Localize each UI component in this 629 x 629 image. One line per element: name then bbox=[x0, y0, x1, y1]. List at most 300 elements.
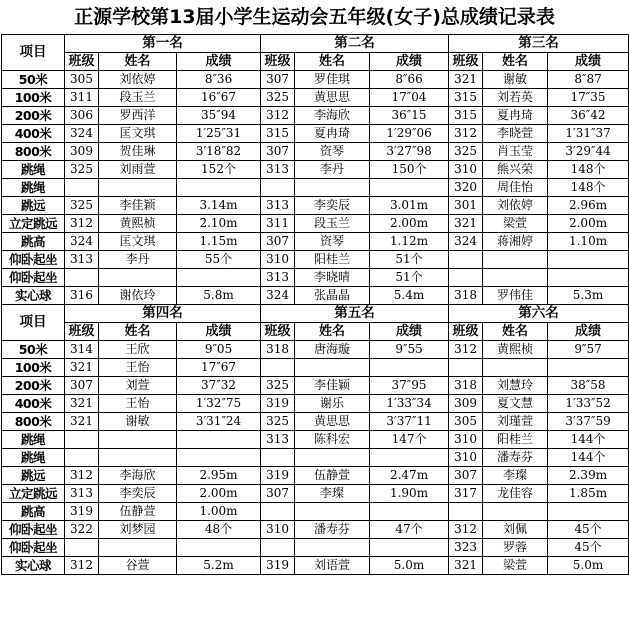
student-name-cell: 刘雨萱 bbox=[99, 161, 177, 179]
class-cell: 307 bbox=[261, 143, 295, 161]
score-cell: 51个 bbox=[370, 251, 449, 269]
student-name-cell: 匡文琪 bbox=[99, 233, 177, 251]
student-name-cell bbox=[99, 269, 177, 287]
score-cell: 148个 bbox=[548, 161, 629, 179]
student-name-cell: 谢敏 bbox=[99, 413, 177, 431]
student-name-cell: 李海欣 bbox=[99, 467, 177, 485]
student-name-cell bbox=[295, 539, 370, 557]
table-row bbox=[2, 431, 629, 449]
score-cell bbox=[370, 503, 449, 521]
student-name-cell: 黄思思 bbox=[295, 413, 370, 431]
score-cell: 35″94 bbox=[177, 107, 261, 125]
score-cell: 17″35 bbox=[548, 89, 629, 107]
student-name-cell: 李佳颖 bbox=[295, 377, 370, 395]
rank-header: 第一名 bbox=[65, 35, 261, 53]
score-column-header: 成绩 bbox=[548, 323, 629, 341]
event-name: 50米 bbox=[2, 71, 65, 89]
score-cell: 3′37″11 bbox=[370, 413, 449, 431]
results-table-body bbox=[2, 35, 629, 575]
rank-header: 第六名 bbox=[449, 305, 629, 323]
table-row bbox=[2, 71, 629, 89]
table-row bbox=[2, 539, 629, 557]
class-cell: 312 bbox=[65, 467, 99, 485]
event-name: 仰卧起坐 bbox=[2, 251, 65, 269]
student-name-cell: 刘语萱 bbox=[295, 557, 370, 575]
score-cell: 2.10m bbox=[177, 215, 261, 233]
class-column-header: 班级 bbox=[449, 323, 483, 341]
event-name: 仰卧起坐 bbox=[2, 521, 65, 539]
score-cell bbox=[370, 449, 449, 467]
student-name-cell bbox=[99, 179, 177, 197]
name-column-header: 姓名 bbox=[295, 53, 370, 71]
student-name-cell: 李晓晴 bbox=[295, 269, 370, 287]
student-name-cell: 阳桂兰 bbox=[483, 431, 548, 449]
score-cell: 2.47m bbox=[370, 467, 449, 485]
class-column-header: 班级 bbox=[261, 53, 295, 71]
score-cell: 147个 bbox=[370, 431, 449, 449]
class-cell: 313 bbox=[261, 197, 295, 215]
class-cell: 310 bbox=[261, 251, 295, 269]
class-cell: 307 bbox=[449, 467, 483, 485]
score-cell: 2.39m bbox=[548, 467, 629, 485]
score-cell: 45个 bbox=[548, 521, 629, 539]
score-cell: 1.15m bbox=[177, 233, 261, 251]
event-name: 跳远 bbox=[2, 467, 65, 485]
rank-header: 第四名 bbox=[65, 305, 261, 323]
student-name-cell: 段玉兰 bbox=[295, 215, 370, 233]
event-name: 跳高 bbox=[2, 233, 65, 251]
score-cell: 8″87 bbox=[548, 71, 629, 89]
student-name-cell: 李奕辰 bbox=[99, 485, 177, 503]
score-cell: 3.01m bbox=[370, 197, 449, 215]
class-cell bbox=[65, 269, 99, 287]
score-cell: 17″67 bbox=[177, 359, 261, 377]
score-cell: 1′33″34 bbox=[370, 395, 449, 413]
score-cell: 45个 bbox=[548, 539, 629, 557]
event-name: 400米 bbox=[2, 125, 65, 143]
class-cell bbox=[65, 539, 99, 557]
class-cell: 321 bbox=[449, 557, 483, 575]
student-name-cell: 李奕辰 bbox=[295, 197, 370, 215]
event-name: 实心球 bbox=[2, 557, 65, 575]
class-cell: 307 bbox=[261, 233, 295, 251]
table-row bbox=[2, 161, 629, 179]
name-column-header: 姓名 bbox=[483, 323, 548, 341]
score-cell: 1′25″31 bbox=[177, 125, 261, 143]
student-name-cell: 张晶晶 bbox=[295, 287, 370, 305]
table-row bbox=[2, 341, 629, 359]
score-cell: 36″42 bbox=[548, 107, 629, 125]
class-cell: 317 bbox=[449, 485, 483, 503]
student-name-cell: 刘梦园 bbox=[99, 521, 177, 539]
student-name-cell: 熊兴荣 bbox=[483, 161, 548, 179]
score-column-header: 成绩 bbox=[548, 53, 629, 71]
class-cell: 313 bbox=[261, 161, 295, 179]
score-cell bbox=[370, 179, 449, 197]
student-name-cell: 龙佳容 bbox=[483, 485, 548, 503]
score-cell bbox=[548, 269, 629, 287]
student-name-cell: 资琴 bbox=[295, 143, 370, 161]
class-cell: 321 bbox=[65, 359, 99, 377]
score-cell bbox=[370, 539, 449, 557]
score-cell: 1′31″37 bbox=[548, 125, 629, 143]
score-cell: 8″36 bbox=[177, 71, 261, 89]
score-cell: 5.3m bbox=[548, 287, 629, 305]
table-row bbox=[2, 413, 629, 431]
table-row bbox=[2, 485, 629, 503]
class-cell: 309 bbox=[65, 143, 99, 161]
class-cell: 311 bbox=[261, 215, 295, 233]
class-cell bbox=[261, 179, 295, 197]
score-cell: 3′27″98 bbox=[370, 143, 449, 161]
score-cell: 5.0m bbox=[548, 557, 629, 575]
student-name-cell: 梁萱 bbox=[483, 557, 548, 575]
event-name: 跳绳 bbox=[2, 179, 65, 197]
name-column-header: 姓名 bbox=[295, 323, 370, 341]
score-column-header: 成绩 bbox=[370, 53, 449, 71]
score-cell bbox=[177, 269, 261, 287]
class-cell: 319 bbox=[65, 503, 99, 521]
student-name-cell bbox=[483, 359, 548, 377]
class-cell: 325 bbox=[261, 89, 295, 107]
score-cell bbox=[177, 179, 261, 197]
class-cell: 313 bbox=[65, 485, 99, 503]
student-name-cell: 谷萱 bbox=[99, 557, 177, 575]
table-row bbox=[2, 143, 629, 161]
student-name-cell bbox=[295, 449, 370, 467]
student-name-cell bbox=[295, 179, 370, 197]
student-name-cell: 刘佩 bbox=[483, 521, 548, 539]
class-cell: 312 bbox=[65, 215, 99, 233]
table-row bbox=[2, 395, 629, 413]
student-name-cell: 刘依婷 bbox=[483, 197, 548, 215]
student-name-cell: 肖玉莹 bbox=[483, 143, 548, 161]
class-cell: 322 bbox=[65, 521, 99, 539]
score-cell: 3′37″59 bbox=[548, 413, 629, 431]
event-name: 800米 bbox=[2, 413, 65, 431]
student-name-cell: 李晓萱 bbox=[483, 125, 548, 143]
score-cell bbox=[370, 359, 449, 377]
event-name: 跳绳 bbox=[2, 161, 65, 179]
score-cell: 3′18″82 bbox=[177, 143, 261, 161]
class-cell: 319 bbox=[261, 467, 295, 485]
class-cell: 318 bbox=[449, 377, 483, 395]
event-name: 实心球 bbox=[2, 287, 65, 305]
class-column-header: 班级 bbox=[449, 53, 483, 71]
score-cell: 47个 bbox=[370, 521, 449, 539]
table-row bbox=[2, 503, 629, 521]
class-cell: 324 bbox=[261, 287, 295, 305]
class-cell: 307 bbox=[261, 71, 295, 89]
student-name-cell: 李璨 bbox=[295, 485, 370, 503]
class-cell: 305 bbox=[449, 413, 483, 431]
class-cell: 312 bbox=[449, 521, 483, 539]
student-name-cell: 匡文琪 bbox=[99, 125, 177, 143]
class-cell: 305 bbox=[65, 71, 99, 89]
score-cell: 2.96m bbox=[548, 197, 629, 215]
class-cell bbox=[261, 539, 295, 557]
event-name: 跳绳 bbox=[2, 449, 65, 467]
class-cell: 321 bbox=[65, 413, 99, 431]
student-name-cell bbox=[99, 539, 177, 557]
page-title: 正源学校第13届小学生运动会五年级(女子)总成绩记录表 bbox=[74, 6, 555, 28]
class-cell: 306 bbox=[65, 107, 99, 125]
student-name-cell: 刘依婷 bbox=[99, 71, 177, 89]
class-cell: 318 bbox=[261, 341, 295, 359]
score-cell: 51个 bbox=[370, 269, 449, 287]
class-cell: 321 bbox=[449, 215, 483, 233]
score-cell: 17″04 bbox=[370, 89, 449, 107]
score-cell bbox=[548, 251, 629, 269]
student-name-cell: 罗蓉 bbox=[483, 539, 548, 557]
event-column-header: 项目 bbox=[2, 305, 65, 341]
score-cell: 9″57 bbox=[548, 341, 629, 359]
student-name-cell: 潘寿芬 bbox=[483, 449, 548, 467]
student-name-cell: 黄思思 bbox=[295, 89, 370, 107]
student-name-cell: 潘寿芬 bbox=[295, 521, 370, 539]
column-header-row bbox=[2, 323, 629, 341]
student-name-cell: 梁萱 bbox=[483, 215, 548, 233]
student-name-cell: 刘瑾萱 bbox=[483, 413, 548, 431]
class-cell bbox=[261, 359, 295, 377]
score-cell: 8″66 bbox=[370, 71, 449, 89]
student-name-cell: 李佳颖 bbox=[99, 197, 177, 215]
score-cell: 5.0m bbox=[370, 557, 449, 575]
class-cell: 325 bbox=[65, 197, 99, 215]
score-cell: 5.4m bbox=[370, 287, 449, 305]
class-cell bbox=[261, 449, 295, 467]
student-name-cell bbox=[295, 359, 370, 377]
class-cell: 301 bbox=[449, 197, 483, 215]
rank-header: 第五名 bbox=[261, 305, 449, 323]
score-cell: 16″67 bbox=[177, 89, 261, 107]
score-cell bbox=[177, 449, 261, 467]
student-name-cell: 谢敏 bbox=[483, 71, 548, 89]
table-row bbox=[2, 269, 629, 287]
student-name-cell: 黄熙桢 bbox=[483, 341, 548, 359]
class-cell: 310 bbox=[261, 521, 295, 539]
class-cell: 316 bbox=[65, 287, 99, 305]
table-row bbox=[2, 233, 629, 251]
score-cell: 1.00m bbox=[177, 503, 261, 521]
student-name-cell: 刘若英 bbox=[483, 89, 548, 107]
name-column-header: 姓名 bbox=[99, 53, 177, 71]
student-name-cell: 李海欣 bbox=[295, 107, 370, 125]
student-name-cell: 王怡 bbox=[99, 395, 177, 413]
class-cell: 325 bbox=[65, 161, 99, 179]
class-cell: 310 bbox=[449, 431, 483, 449]
event-name: 200米 bbox=[2, 377, 65, 395]
event-name: 100米 bbox=[2, 359, 65, 377]
score-cell: 150个 bbox=[370, 161, 449, 179]
student-name-cell bbox=[483, 503, 548, 521]
event-column-header: 项目 bbox=[2, 35, 65, 71]
class-cell: 320 bbox=[449, 179, 483, 197]
class-cell: 323 bbox=[449, 539, 483, 557]
student-name-cell: 周佳怡 bbox=[483, 179, 548, 197]
score-cell: 37″95 bbox=[370, 377, 449, 395]
student-name-cell: 夏冉琦 bbox=[483, 107, 548, 125]
score-cell: 55个 bbox=[177, 251, 261, 269]
table-row bbox=[2, 377, 629, 395]
class-cell bbox=[449, 251, 483, 269]
class-cell: 309 bbox=[449, 395, 483, 413]
score-cell: 2.00m bbox=[548, 215, 629, 233]
table-row bbox=[2, 359, 629, 377]
class-cell: 307 bbox=[261, 485, 295, 503]
score-cell: 1′32″75 bbox=[177, 395, 261, 413]
class-cell: 324 bbox=[449, 233, 483, 251]
class-cell: 313 bbox=[65, 251, 99, 269]
class-cell: 307 bbox=[65, 377, 99, 395]
event-name: 跳绳 bbox=[2, 431, 65, 449]
student-name-cell bbox=[99, 431, 177, 449]
class-cell bbox=[65, 179, 99, 197]
score-column-header: 成绩 bbox=[177, 323, 261, 341]
student-name-cell: 王欣 bbox=[99, 341, 177, 359]
student-name-cell: 刘萱 bbox=[99, 377, 177, 395]
student-name-cell: 王怡 bbox=[99, 359, 177, 377]
student-name-cell: 段玉兰 bbox=[99, 89, 177, 107]
student-name-cell: 夏冉琦 bbox=[295, 125, 370, 143]
class-cell: 315 bbox=[261, 125, 295, 143]
class-cell: 312 bbox=[449, 341, 483, 359]
event-name: 立定跳远 bbox=[2, 485, 65, 503]
score-cell: 2.95m bbox=[177, 467, 261, 485]
student-name-cell: 罗伟佳 bbox=[483, 287, 548, 305]
class-cell: 325 bbox=[261, 377, 295, 395]
score-column-header: 成绩 bbox=[370, 323, 449, 341]
score-cell: 1.12m bbox=[370, 233, 449, 251]
student-name-cell: 陈科宏 bbox=[295, 431, 370, 449]
score-cell: 5.8m bbox=[177, 287, 261, 305]
class-cell bbox=[449, 503, 483, 521]
score-cell: 144个 bbox=[548, 449, 629, 467]
class-cell: 325 bbox=[449, 143, 483, 161]
event-name: 100米 bbox=[2, 89, 65, 107]
event-name: 跳远 bbox=[2, 197, 65, 215]
class-cell: 312 bbox=[261, 107, 295, 125]
score-cell bbox=[548, 503, 629, 521]
class-cell: 312 bbox=[65, 557, 99, 575]
student-name-cell bbox=[483, 269, 548, 287]
table-row bbox=[2, 557, 629, 575]
score-cell: 2.00m bbox=[370, 215, 449, 233]
student-name-cell bbox=[295, 503, 370, 521]
class-cell: 321 bbox=[65, 395, 99, 413]
student-name-cell: 李璨 bbox=[483, 467, 548, 485]
student-name-cell bbox=[99, 449, 177, 467]
score-cell: 1.10m bbox=[548, 233, 629, 251]
name-column-header: 姓名 bbox=[99, 323, 177, 341]
table-row bbox=[2, 89, 629, 107]
event-name: 200米 bbox=[2, 107, 65, 125]
class-cell: 314 bbox=[65, 341, 99, 359]
student-name-cell: 谢依玲 bbox=[99, 287, 177, 305]
class-cell: 324 bbox=[65, 125, 99, 143]
score-cell: 148个 bbox=[548, 179, 629, 197]
student-name-cell: 刘慧玲 bbox=[483, 377, 548, 395]
score-column-header: 成绩 bbox=[177, 53, 261, 71]
student-name-cell: 唐海璇 bbox=[295, 341, 370, 359]
score-cell: 3′29″44 bbox=[548, 143, 629, 161]
student-name-cell: 资琴 bbox=[295, 233, 370, 251]
student-name-cell: 贺佳琳 bbox=[99, 143, 177, 161]
score-cell: 9″05 bbox=[177, 341, 261, 359]
class-cell: 311 bbox=[65, 89, 99, 107]
score-cell: 9″55 bbox=[370, 341, 449, 359]
class-cell: 319 bbox=[261, 557, 295, 575]
student-name-cell: 李丹 bbox=[99, 251, 177, 269]
table-row bbox=[2, 197, 629, 215]
table-row bbox=[2, 125, 629, 143]
score-cell: 144个 bbox=[548, 431, 629, 449]
rank-header: 第三名 bbox=[449, 35, 629, 53]
event-name: 50米 bbox=[2, 341, 65, 359]
class-cell bbox=[449, 269, 483, 287]
class-cell bbox=[449, 359, 483, 377]
score-cell: 38″58 bbox=[548, 377, 629, 395]
class-cell: 313 bbox=[261, 431, 295, 449]
event-name: 仰卧起坐 bbox=[2, 539, 65, 557]
class-cell bbox=[65, 449, 99, 467]
score-cell: 3.14m bbox=[177, 197, 261, 215]
event-name: 立定跳远 bbox=[2, 215, 65, 233]
class-cell: 319 bbox=[261, 395, 295, 413]
class-cell: 312 bbox=[449, 125, 483, 143]
table-row bbox=[2, 287, 629, 305]
name-column-header: 姓名 bbox=[483, 53, 548, 71]
score-cell bbox=[177, 431, 261, 449]
class-cell bbox=[65, 431, 99, 449]
student-name-cell: 黄熙桢 bbox=[99, 215, 177, 233]
score-cell: 1.90m bbox=[370, 485, 449, 503]
score-cell: 48个 bbox=[177, 521, 261, 539]
class-cell: 325 bbox=[261, 413, 295, 431]
student-name-cell: 罗西洋 bbox=[99, 107, 177, 125]
class-cell: 315 bbox=[449, 89, 483, 107]
score-cell: 152个 bbox=[177, 161, 261, 179]
class-cell: 318 bbox=[449, 287, 483, 305]
class-cell: 310 bbox=[449, 161, 483, 179]
class-cell: 310 bbox=[449, 449, 483, 467]
event-name: 400米 bbox=[2, 395, 65, 413]
score-cell: 2.00m bbox=[177, 485, 261, 503]
student-name-cell: 罗佳琪 bbox=[295, 71, 370, 89]
rank-header-row bbox=[2, 305, 629, 323]
table-row bbox=[2, 107, 629, 125]
column-header-row bbox=[2, 53, 629, 71]
event-name: 800米 bbox=[2, 143, 65, 161]
score-cell: 5.2m bbox=[177, 557, 261, 575]
table-row bbox=[2, 251, 629, 269]
rank-header: 第二名 bbox=[261, 35, 449, 53]
class-cell: 321 bbox=[449, 71, 483, 89]
class-column-header: 班级 bbox=[261, 323, 295, 341]
rank-header-row bbox=[2, 35, 629, 53]
student-name-cell: 伍静萱 bbox=[295, 467, 370, 485]
score-cell: 36″15 bbox=[370, 107, 449, 125]
student-name-cell: 蒋湘婷 bbox=[483, 233, 548, 251]
class-cell bbox=[261, 503, 295, 521]
student-name-cell: 谢乐 bbox=[295, 395, 370, 413]
score-cell: 1.85m bbox=[548, 485, 629, 503]
student-name-cell bbox=[483, 251, 548, 269]
results-table bbox=[1, 34, 629, 575]
student-name-cell: 夏文慧 bbox=[483, 395, 548, 413]
score-cell: 37″32 bbox=[177, 377, 261, 395]
student-name-cell: 阳桂兰 bbox=[295, 251, 370, 269]
